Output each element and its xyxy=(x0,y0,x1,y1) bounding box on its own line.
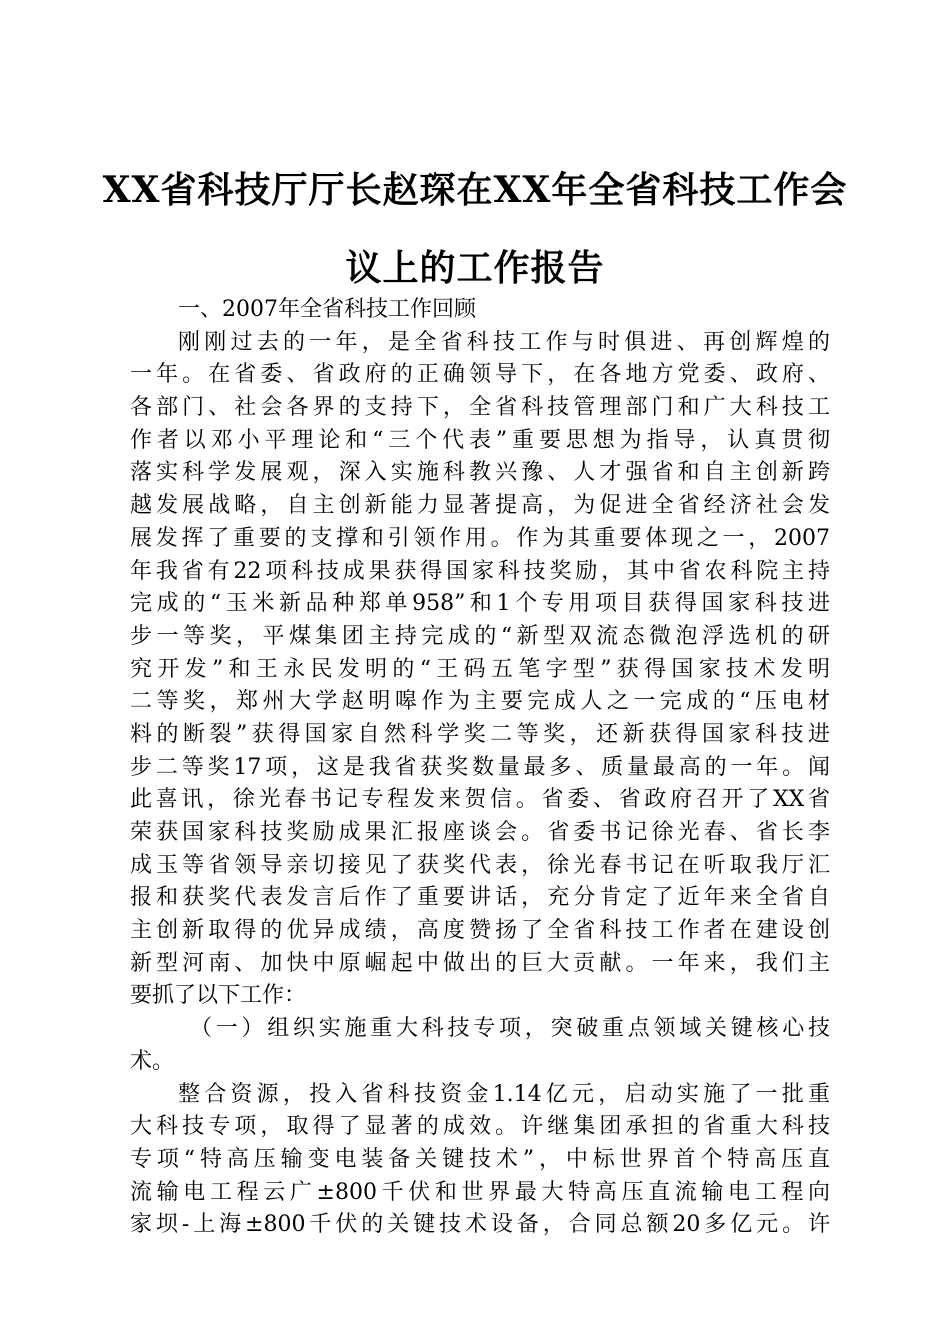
paragraph-line: 究开发”和王永民发明的“王码五笔字型”获得国家技术发明 xyxy=(130,656,830,682)
paragraph-line: 流输电工程云广±800千伏和世界最大特高压直流输电工程向 xyxy=(130,1179,830,1205)
paragraph-line: 展发挥了重要的支撑和引领作用。作为其重要体现之一，2007 xyxy=(130,525,830,551)
paragraph-line: 荣获国家科技奖励成果汇报座谈会。省委书记徐光春、省长李 xyxy=(130,820,830,845)
paragraph-line: 料的断裂”获得国家自然科学奖二等奖，还新获得国家科技进 xyxy=(130,721,830,747)
paragraph-line: 年我省有22项科技成果获得国家科技奖励，其中省农科院主持 xyxy=(130,558,830,584)
subsection-heading: （一）组织实施重大科技专项，突破重点领域关键核心技 xyxy=(190,1016,830,1042)
paragraph-line: 刚刚过去的一年，是全省科技工作与时俱进、再创辉煌的 xyxy=(178,329,830,355)
paragraph-line: 各部门、社会各界的支持下，全省科技管理部门和广大科技工 xyxy=(130,395,830,421)
paragraph-line: 要抓了以下工作： xyxy=(130,983,307,1009)
paragraph-line: 作者以邓小平理论和“三个代表”重要思想为指导，认真贯彻 xyxy=(130,427,830,453)
paragraph-line: 完成的“玉米新品种郑单958”和1个专用项目获得国家科技进 xyxy=(130,591,830,617)
paragraph-line: 越发展战略，自主创新能力显著提高，为促进全省经济社会发 xyxy=(130,493,830,519)
paragraph-line: 成玉等省领导亲切接见了获奖代表，徐光春书记在听取我厅汇 xyxy=(130,852,830,878)
paragraph-line: 一年。在省委、省政府的正确领导下，在各地方党委、政府、 xyxy=(130,362,830,388)
document-body xyxy=(130,294,830,1242)
paragraph-line: 家坝-上海±800千伏的关键技术设备，合同总额20多亿元。许 xyxy=(130,1212,830,1238)
document-title-line-1: XX省科技厅厅长赵琛在XX年全省科技工作会 xyxy=(102,169,848,211)
section-heading: 一、2007年全省科技工作回顾 xyxy=(178,297,476,322)
paragraph-line: 落实科学发展观，深入实施科教兴豫、人才强省和自主创新跨 xyxy=(130,460,830,486)
paragraph-line: 整合资源，投入省科技资金1.14亿元，启动实施了一批重 xyxy=(178,1081,830,1107)
paragraph-line: 主创新取得的优异成绩，高度赞扬了全省科技工作者在建设创 xyxy=(130,918,830,944)
paragraph-line: 二等奖，郑州大学赵明嗥作为主要完成人之一完成的“压电材 xyxy=(130,689,830,715)
paragraph-line: 步一等奖，平煤集团主持完成的“新型双流态微泡浮选机的研 xyxy=(130,623,830,649)
paragraph-line: 报和获奖代表发言后作了重要讲话，充分肯定了近年来全省自 xyxy=(130,885,830,911)
paragraph-line: 此喜讯，徐光春书记专程发来贺信。省委、省政府召开了XX省 xyxy=(130,787,830,813)
paragraph-line: 大科技专项，取得了显著的成效。许继集团承担的省重大科技 xyxy=(130,1114,830,1140)
document-title-line-2: 议上的工作报告 xyxy=(345,247,605,289)
paragraph-line: 步二等奖17项，这是我省获奖数量最多、质量最高的一年。闻 xyxy=(130,754,830,780)
paragraph-line: 专项“特高压输变电装备关键技术”，中标世界首个特高压直 xyxy=(130,1146,830,1172)
subsection-heading-end: 术。 xyxy=(130,1048,175,1074)
paragraph-line: 新型河南、加快中原崛起中做出的巨大贡献。一年来，我们主 xyxy=(130,950,830,976)
